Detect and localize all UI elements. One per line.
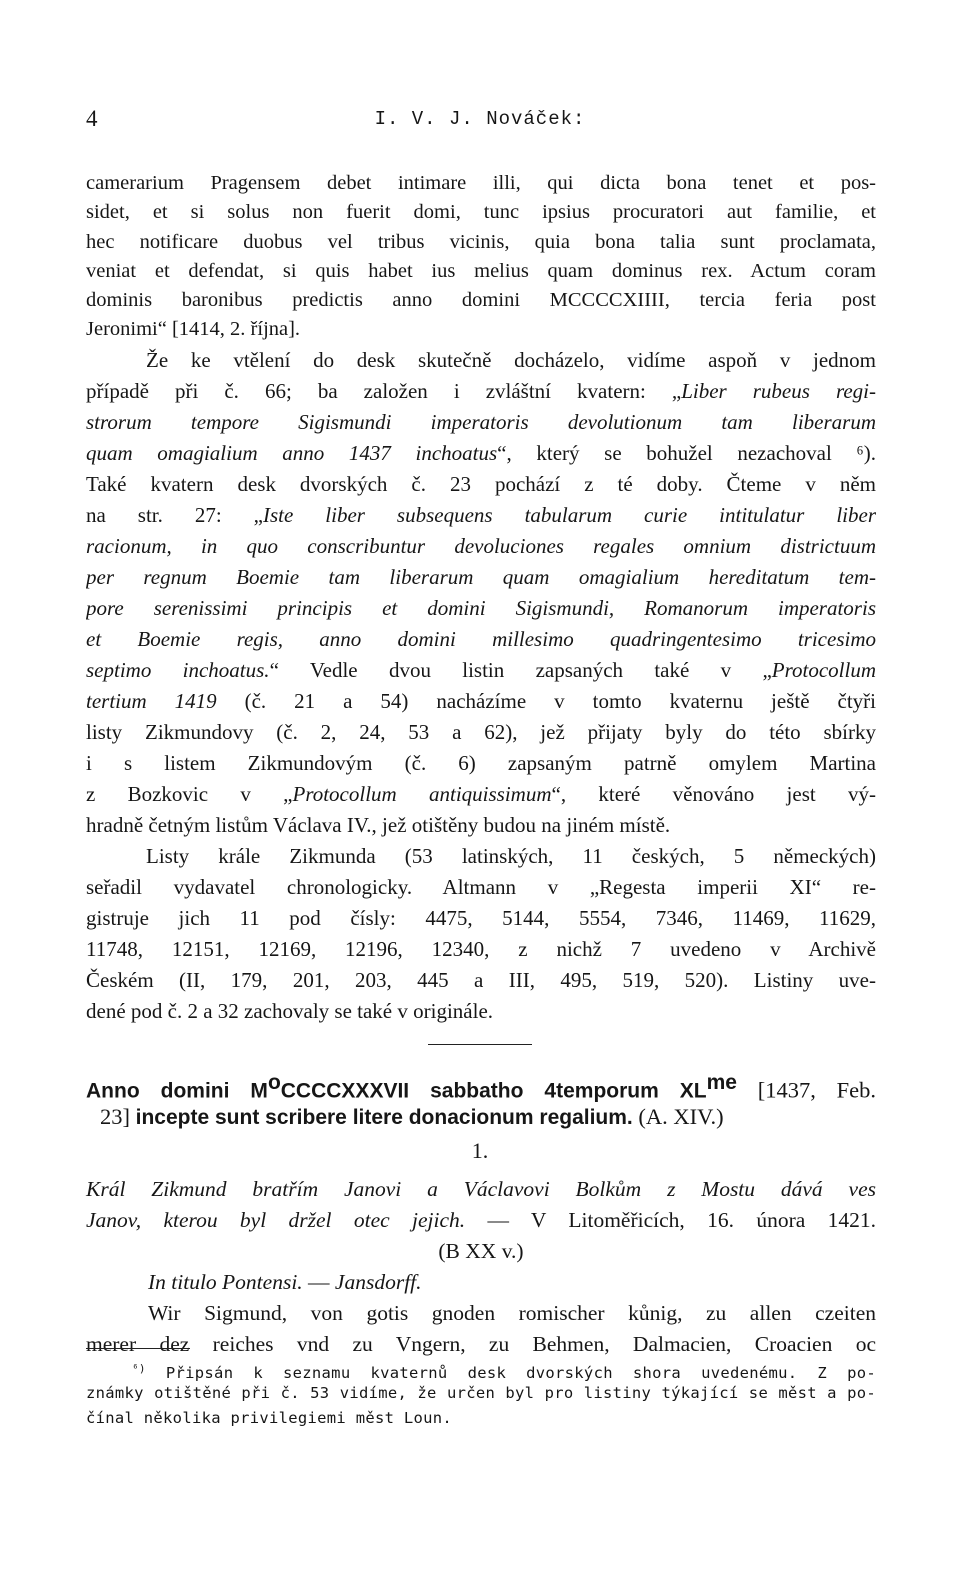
italic-text: Protocollum antiquissimum [292,781,552,806]
paragraph-2 [86,345,876,841]
text-segment: Že ke vtělení do desk skutečně docházelo, vidíme aspoň v jednom [146,347,876,372]
section-divider [428,1044,532,1045]
paragraph1-line: Jeronimi“ [1414, 2. října]. [86,318,301,341]
paragraph2-line [86,655,876,686]
paragraph2-line [86,407,876,438]
text-segment: i s listem Zikmundovým (č. 6) zapsaným patrně omylem Martina [86,750,876,775]
italic-text: et Boemie regis, anno domini millesimo quadringentesimo tricesimo [86,626,876,651]
paragraph2-line [86,810,876,841]
italic-text: Iste liber subsequens tabularum curie intitulatur liber [263,502,876,527]
italic-text: racionum, in quo conscribuntur devoluciones regales omnium districtuum [86,533,876,558]
paragraph1-line: veniat et defendat, si quis habet ius melius quam dominus rex. Actum coram [86,259,876,282]
italic-text: Protocollum [771,657,876,682]
paragraph3-line: 11748, 12151, 12169, 12196, 12340, z nichž 7 uvedeno v Archivě [86,936,876,961]
footnote-rule [86,1348,190,1349]
footnote-line-1: Připsán k seznamu kvaternů desk dvorských shora uvedenému. Z po- [145,1364,876,1383]
paragraph2-line [86,500,876,531]
text-segment: “, které věnováno jest vý- [551,781,876,806]
footnote-line-3: čínal několika privilegiemi měst Loun. [86,1409,453,1427]
regest [86,1174,876,1360]
paragraph3-line: seřadil vydavatel chronologicky. Altmann v „Regesta imperii XI“ re- [86,874,876,899]
heading-sup-1: o [267,1071,281,1094]
text-segment: listy Zikmundovy (č. 2, 24, 53 a 62), jež přijaty byly do této sbírky [86,719,876,744]
paragraph3-line: Českém (II, 179, 201, 203, 445 a III, 495, 519, 520). Listiny uve- [86,967,876,992]
paragraph2-line [86,717,876,748]
paragraph2-line [86,438,876,469]
regest-line-2: Janov, kterou byl držel otec jejich. [86,1208,466,1232]
italic-text: quam omagialium anno 1437 inchoatus [86,440,498,465]
paragraph2-line [86,686,876,717]
italic-text: Liber rubeus regi- [681,378,876,403]
heading-sup-2: me [706,1071,737,1094]
running-head: I. V. J. Nováček: [374,108,586,130]
paragraph2-line [86,779,876,810]
italic-text: strorum tempore Sigismundi imperatoris devolutionum tam liberarum [86,409,876,434]
paragraph1-line: dominis baronibus predictis anno domini MCCCCXIIII, tercia feria post [86,289,876,312]
text-segment: “ Vedle dvou listin zapsaných také v „ [269,657,772,682]
page-header [0,106,960,140]
main-text [86,169,876,1027]
text-segment: z Bozkovic v „ [86,781,293,806]
paragraph-3 [86,841,876,1027]
regest-dash: — [302,1270,335,1294]
footnote-line-2: známky otištěné při č. 53 vidíme, že určen byl pro listiny týkající se měst a po- [86,1384,876,1402]
regest-place-date: — V Litoměřicích, 16. února 1421. [465,1208,876,1232]
document-number: 1. [471,1138,489,1163]
heading-bold-1: Anno domini M [86,1079,268,1103]
regest-title: In titulo Pontensi. [148,1270,303,1294]
text-segment: na str. 27: „ [86,502,263,527]
text-segment: hradně četným listům Václava IV., jež otištěny budou na jiném místě. [86,812,671,837]
paragraph2-line [86,376,876,407]
paragraph2-line [86,562,876,593]
paragraph2-line [86,748,876,779]
text-segment: případě při č. 66; ba založen i zvláštní kvatern: „ [86,378,682,403]
paragraph2-line [86,345,876,376]
section-heading [86,1066,876,1134]
text-segment: Také kvatern desk dvorských č. 23 pochází z té doby. Čteme v něm [86,471,876,496]
paragraph1-line: camerarium Pragensem debet intimare illi, qui dicta bona tenet et pos- [86,172,876,194]
heading-bold-2: CCCCXXXVII sabbatho 4temporum XL [280,1079,707,1103]
text-line-1: Wir Sigmund, von gotis gnoden romischer kůnig, zu allen czeiten [148,1301,876,1325]
heading-date-2: 23] [100,1104,136,1129]
footnote [86,1356,876,1431]
paragraph1-line: sidet, et si solus non fuerit domi, tunc ipsius procuratori aut familie, et [86,201,876,224]
footnote-marker: ⁶) [132,1362,146,1375]
paragraph2-line [86,469,876,500]
heading-date-1: [1437, Feb. [736,1077,877,1103]
text-segment: “, který se bohužel nezachoval ⁶). [497,440,876,465]
italic-text: tertium 1419 [86,688,217,713]
italic-text: pore serenissimi principis et domini Sigismundi, Romanorum imperatoris [86,595,876,620]
paragraph3-line: Listy krále Zikmunda (53 latinských, 11 českých, 5 německých) [146,843,876,868]
text-line-2: merer dez reiches vnd zu Vngern, zu Behmen, Dalmacien, Croacien oc [86,1332,876,1356]
regest-author: Jansdorff. [334,1270,422,1294]
regest-source: (B XX v.) [438,1239,524,1263]
paragraph2-line [86,531,876,562]
text-segment: (č. 21 a 54) nacházíme v tomto kvaternu ještě čtyři [216,688,876,713]
paragraph2-line [86,593,876,624]
heading-bold-3: incepte sunt scribere litere donacionum regalium. [135,1106,633,1129]
paragraph1-line: hec notificare duobus vel tribus vicinis, quia bona talia sunt proclamata, [86,230,876,253]
italic-text: per regnum Boemie tam liberarum quam omagialium hereditatum tem- [86,564,876,589]
paragraph-1 [86,169,876,345]
heading-source: (A. XIV.) [632,1104,724,1129]
page-number: 4 [86,106,98,131]
paragraph3-line: gistruje jich 11 pod čísly: 4475, 5144, 5554, 7346, 11469, 11629, [86,905,876,930]
paragraph2-line [86,624,876,655]
regest-line-1: Král Zikmund bratřím Janovi a Václavovi Bolkům z Mostu dává ves [86,1177,876,1201]
italic-text: septimo inchoatus. [86,657,270,682]
paragraph3-line: dené pod č. 2 a 32 zachovaly se také v originále. [86,998,494,1023]
